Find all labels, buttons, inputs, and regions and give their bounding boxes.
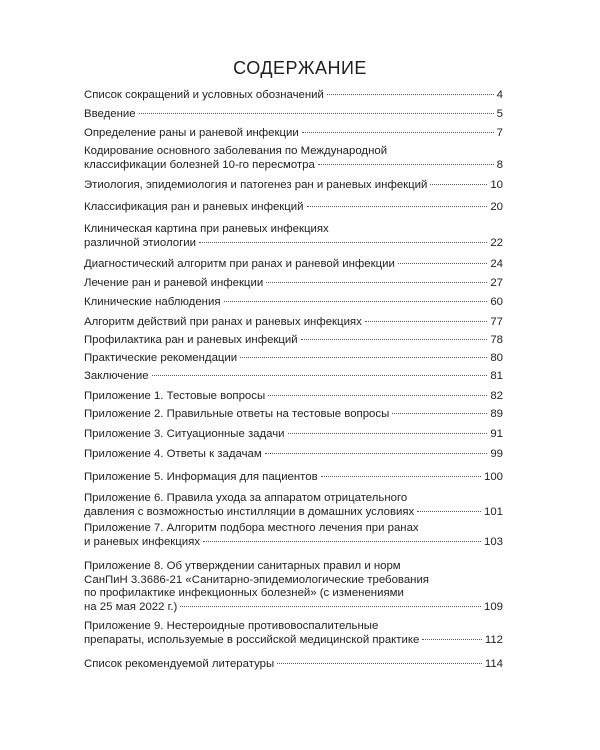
toc-page-number: 7 bbox=[496, 127, 503, 139]
dot-leader bbox=[288, 433, 488, 434]
toc-entry bbox=[84, 408, 503, 422]
dot-leader bbox=[180, 606, 481, 607]
toc-entry-last-line bbox=[84, 258, 503, 272]
toc-entry-last-line bbox=[84, 296, 503, 310]
toc-entry-title-line: Лечение ран и раневой инфекции bbox=[84, 277, 264, 289]
toc-page-number: 10 bbox=[490, 179, 503, 191]
toc-entry bbox=[84, 316, 503, 330]
toc-entry bbox=[84, 428, 503, 442]
toc-entry bbox=[84, 492, 503, 519]
toc-entry-last-line bbox=[84, 536, 503, 550]
toc-entry-title-line: Заключение bbox=[84, 370, 149, 382]
dot-leader bbox=[398, 263, 488, 264]
toc-entry bbox=[84, 201, 503, 215]
toc-entry-last-line bbox=[84, 334, 503, 348]
toc-page-number: 101 bbox=[483, 505, 503, 518]
toc-entry bbox=[84, 390, 503, 404]
toc-entry-title-line: Классификация ран и раневых инфекций bbox=[84, 201, 304, 213]
toc-page-number: 99 bbox=[490, 448, 503, 460]
toc-page-number: 112 bbox=[484, 633, 503, 646]
toc-entry bbox=[84, 471, 503, 485]
toc-page-number: 91 bbox=[490, 428, 503, 440]
dot-leader bbox=[307, 206, 488, 207]
toc-entry bbox=[84, 179, 503, 193]
toc-page-number: 78 bbox=[490, 334, 503, 346]
toc-entry-title-line: Этиология, эпидемиология и патогенез ран и раневых инфекций bbox=[84, 179, 428, 191]
toc-entry-last-line bbox=[84, 506, 503, 520]
toc-entry-title-line: Профилактика ран и раневых инфекций bbox=[84, 334, 298, 346]
toc-entry-title-line: классификации болезней 10-го пересмотра bbox=[84, 158, 315, 171]
toc-entry-title-line: Приложение 1. Тестовые вопросы bbox=[84, 390, 266, 402]
dot-leader bbox=[199, 242, 487, 243]
toc-entry-last-line bbox=[84, 370, 503, 384]
toc-entry-title-line: Кодирование основного заболевания по Международной bbox=[84, 145, 388, 157]
toc-entry-title-line: Практические рекомендации bbox=[84, 352, 238, 364]
dot-leader bbox=[266, 282, 487, 283]
toc-page-number: 89 bbox=[490, 408, 503, 420]
toc-page-number: 60 bbox=[490, 296, 503, 308]
toc-entry bbox=[84, 145, 503, 172]
toc-entry-title-line: Введение bbox=[84, 108, 136, 120]
toc-entry-last-line bbox=[84, 277, 503, 291]
dot-leader bbox=[417, 511, 481, 512]
dot-leader bbox=[277, 663, 482, 664]
dot-leader bbox=[139, 113, 494, 114]
toc-entry-title-line: Приложение 7. Алгоритм подбора местного лечения при ранах bbox=[84, 522, 419, 534]
toc-page-number: 109 bbox=[483, 600, 503, 613]
toc-entry-last-line bbox=[84, 127, 503, 141]
dot-leader bbox=[422, 639, 482, 640]
toc-entry-title-line: Приложение 9. Нестероидные противовоспалительные bbox=[84, 620, 379, 632]
toc-entry-title-line: Диагностический алгоритм при ранах и раневой инфекции bbox=[84, 258, 395, 270]
toc-entry-title-line: на 25 мая 2022 г.) bbox=[84, 600, 178, 613]
toc-entry-last-line bbox=[84, 634, 503, 648]
toc-page-number: 27 bbox=[490, 277, 503, 289]
toc-entry-title-line: Приложение 8. Об утверждении санитарных правил и норм bbox=[84, 560, 401, 572]
toc-entry-title-line: Приложение 2. Правильные ответы на тестовые вопросы bbox=[84, 408, 390, 420]
toc-entry-last-line bbox=[84, 316, 503, 330]
dot-leader bbox=[152, 375, 488, 376]
toc-entry bbox=[84, 448, 503, 462]
toc-entry bbox=[84, 223, 503, 250]
toc-page-number: 22 bbox=[490, 236, 503, 249]
toc-entry-last-line bbox=[84, 448, 503, 462]
toc-page-number: 24 bbox=[490, 258, 503, 270]
dot-leader bbox=[240, 357, 487, 358]
toc-entry-last-line bbox=[84, 89, 503, 103]
toc-entry-last-line bbox=[84, 408, 503, 422]
toc-page-number: 20 bbox=[490, 201, 503, 213]
toc-entry-last-line bbox=[84, 658, 503, 672]
toc-entry-title-line: Алгоритм действий при ранах и раневых инфекциях bbox=[84, 316, 362, 328]
toc-entry bbox=[84, 658, 503, 672]
dot-leader bbox=[301, 339, 488, 340]
dot-leader bbox=[430, 184, 487, 185]
toc-page-number: 5 bbox=[496, 108, 503, 120]
dot-leader bbox=[392, 413, 487, 414]
toc-entry-last-line bbox=[84, 159, 503, 173]
toc-entry-title-line: Определение раны и раневой инфекции bbox=[84, 127, 299, 139]
toc-entry bbox=[84, 620, 503, 647]
dot-leader bbox=[268, 395, 487, 396]
dot-leader bbox=[302, 132, 494, 133]
toc-entry-title-line: Клиническая картина при раневых инфекциях bbox=[84, 223, 329, 235]
toc-entry-last-line bbox=[84, 237, 503, 251]
toc-entry bbox=[84, 370, 503, 384]
toc-entry bbox=[84, 352, 503, 366]
toc-entry-title-line: Список рекомендуемой литературы bbox=[84, 658, 275, 670]
toc-entry bbox=[84, 334, 503, 348]
toc-entry-last-line bbox=[84, 471, 503, 485]
toc-entry-title-line: СанПиН 3.3686-21 «Санитарно-эпидемиологические требования bbox=[84, 573, 429, 586]
toc-entry-last-line bbox=[84, 201, 503, 215]
toc-entry-last-line bbox=[84, 390, 503, 404]
toc-entry-last-line bbox=[84, 108, 503, 122]
toc-entry-title-line: Приложение 6. Правила ухода за аппаратом отрицательного bbox=[84, 492, 408, 504]
dot-leader bbox=[318, 164, 494, 165]
toc-entry bbox=[84, 522, 503, 549]
toc-page-number: 77 bbox=[490, 316, 503, 328]
toc-entry-title-line: по профилактике инфекционных болезней» (с изменениями bbox=[84, 587, 404, 599]
toc-entry-last-line bbox=[84, 352, 503, 366]
toc-page-number: 8 bbox=[496, 158, 503, 171]
toc-entry-title-line: Приложение 3. Ситуационные задачи bbox=[84, 428, 285, 440]
dot-leader bbox=[321, 476, 481, 477]
dot-leader bbox=[327, 94, 494, 95]
dot-leader bbox=[365, 321, 488, 322]
toc-entry-title-line: Список сокращений и условных обозначений bbox=[84, 89, 324, 101]
toc-entry-last-line bbox=[84, 601, 503, 615]
toc-page-number: 80 bbox=[490, 352, 503, 364]
toc-page-number: 114 bbox=[484, 658, 503, 670]
dot-leader bbox=[265, 453, 488, 454]
toc-entry bbox=[84, 89, 503, 103]
toc-entry bbox=[84, 108, 503, 122]
toc-entry bbox=[84, 258, 503, 272]
toc-entry-title-line: различной этиологии bbox=[84, 236, 196, 249]
dot-leader bbox=[224, 301, 488, 302]
toc-entry bbox=[84, 560, 503, 614]
toc-entry-last-line bbox=[84, 179, 503, 193]
toc-entry-title-line: Приложение 5. Информация для пациентов bbox=[84, 471, 318, 483]
toc-entry-title-line: Приложение 4. Ответы к задачам bbox=[84, 448, 262, 460]
toc-entry-title-line: Клинические наблюдения bbox=[84, 296, 221, 308]
toc-page-number: 4 bbox=[496, 89, 503, 101]
dot-leader bbox=[203, 541, 481, 542]
toc-entry bbox=[84, 277, 503, 291]
toc-page-number: 100 bbox=[483, 471, 503, 483]
toc-entry-title-line: давления с возможностью инстилляции в домашних условиях bbox=[84, 505, 415, 518]
toc-page-number: 103 bbox=[483, 535, 503, 548]
toc-entry bbox=[84, 127, 503, 141]
toc-entry-title-line: препараты, используемые в российской медицинской практике bbox=[84, 633, 420, 646]
toc-page-number: 82 bbox=[490, 390, 503, 402]
toc-entry-title-line: и раневых инфекциях bbox=[84, 535, 201, 548]
toc-page-number: 81 bbox=[490, 370, 503, 382]
toc-entry-last-line bbox=[84, 428, 503, 442]
page-title: СОДЕРЖАНИЕ bbox=[233, 58, 367, 78]
toc-entry bbox=[84, 296, 503, 310]
